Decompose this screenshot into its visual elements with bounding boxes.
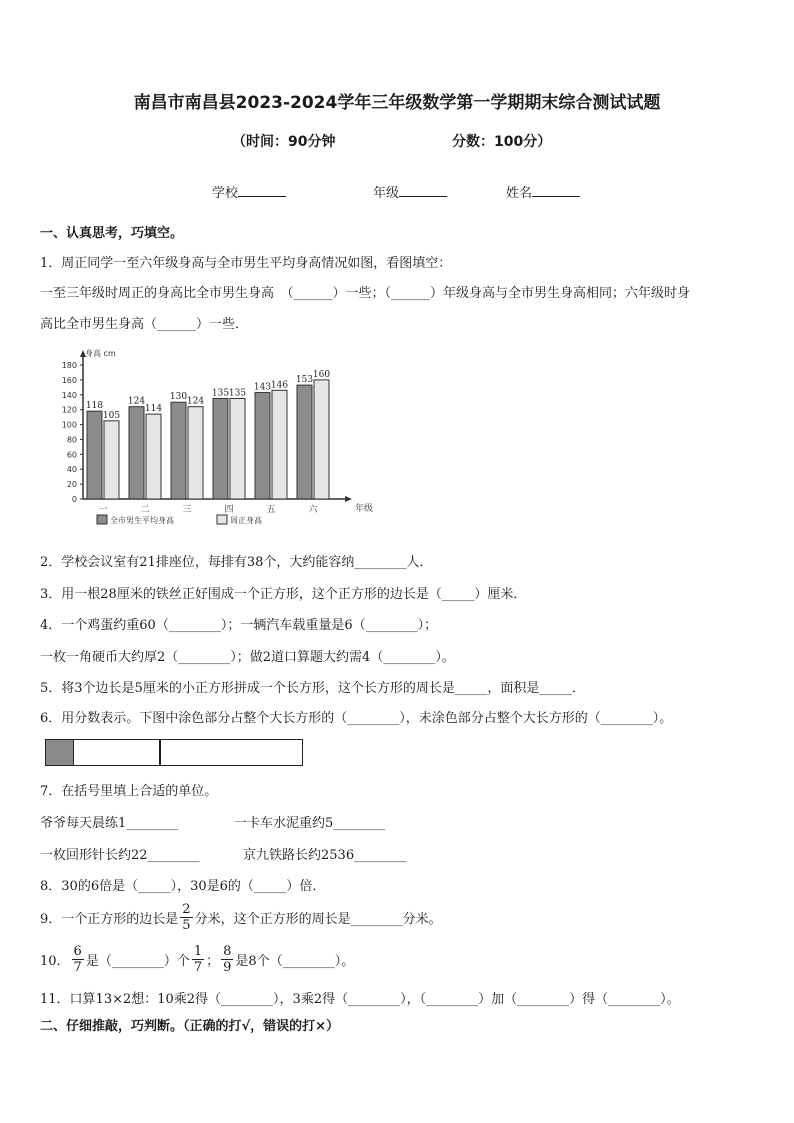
x-tick-label: 一 bbox=[98, 505, 108, 515]
bar bbox=[255, 393, 270, 499]
fraction-rectangle-figure bbox=[45, 739, 303, 766]
school-field bbox=[212, 182, 286, 201]
question-1-line-3: 高比全市男生身高（______）一些． bbox=[40, 317, 249, 332]
x-tick-label: 四 bbox=[224, 505, 234, 515]
x-axis-label: 年级 bbox=[355, 504, 374, 514]
fraction-numerator: 6 bbox=[73, 943, 82, 959]
bar bbox=[129, 407, 144, 499]
question-7-d: 京九铁路长约2536________ bbox=[243, 848, 407, 863]
page-title: 南昌市南昌县2023-2024学年三年级数学第一学期期末综合测试试题 bbox=[133, 93, 661, 113]
name-blank[interactable] bbox=[532, 183, 580, 197]
bar-value-label: 143 bbox=[253, 382, 272, 393]
question-5: 5．将3个边长是5厘米的小正方形拼成一个长方形，这个长方形的周长是_____，面积是_____． bbox=[40, 681, 585, 696]
grade-field bbox=[373, 182, 447, 201]
fraction-denominator: 7 bbox=[193, 959, 203, 975]
fraction-denominator: 5 bbox=[182, 917, 191, 933]
y-tick-label: 100 bbox=[61, 420, 77, 430]
bar-value-label: 160 bbox=[312, 369, 331, 380]
legend-label: 全市男生平均身高 bbox=[110, 516, 174, 525]
fraction-2-5 bbox=[180, 902, 192, 933]
y-tick-label: 120 bbox=[61, 405, 77, 415]
y-tick-label: 60 bbox=[66, 450, 77, 460]
school-label: 学校 bbox=[212, 186, 239, 201]
y-tick-label: 160 bbox=[61, 375, 77, 385]
name-field bbox=[506, 182, 580, 201]
bar bbox=[188, 407, 203, 499]
legend-swatch bbox=[217, 515, 227, 524]
shaded-part bbox=[46, 740, 74, 765]
fraction-1-7 bbox=[192, 944, 204, 975]
name-label: 姓名 bbox=[506, 186, 533, 201]
grade-label: 年级 bbox=[373, 186, 400, 201]
q9-prefix: 9．一个正方形的边长是 bbox=[40, 911, 179, 927]
school-blank[interactable] bbox=[238, 183, 286, 197]
bar bbox=[104, 421, 119, 499]
question-11: 11．口算13×2想：10乘2得（________），3乘2得（________），（________）加（________）得（________）。 bbox=[40, 992, 680, 1007]
fraction-denominator: 9 bbox=[223, 959, 232, 975]
question-1-line-2: 一至三年级时周正的身高比全市男生身高 （______）一些；（______）年级身高与全市男生身高相同；六年级时身 bbox=[40, 286, 691, 301]
y-tick-label: 0 bbox=[71, 495, 77, 504]
q10-prefix: 10． bbox=[40, 953, 70, 969]
y-tick-label: 180 bbox=[61, 361, 77, 370]
exam-score: 分数：100分） bbox=[452, 134, 552, 150]
fraction-numerator: 8 bbox=[223, 943, 232, 959]
bar-value-label: 153 bbox=[295, 375, 314, 386]
question-2: 2．学校会议室有21排座位，每排有38个，大约能容纳________人． bbox=[40, 555, 433, 570]
x-tick-label: 二 bbox=[140, 505, 150, 515]
x-axis-arrow bbox=[345, 496, 352, 502]
x-tick-label: 三 bbox=[182, 505, 192, 515]
question-7-a: 爷爷每天晨练1________ bbox=[40, 816, 179, 831]
question-3: 3．用一根28厘米的铁丝正好围成一个正方形，这个正方形的边长是（_____）厘米． bbox=[40, 587, 527, 602]
question-9 bbox=[40, 900, 442, 934]
height-bar-chart bbox=[40, 343, 374, 538]
bar-value-label: 114 bbox=[144, 404, 163, 415]
bar-value-label: 130 bbox=[169, 392, 188, 403]
bar bbox=[272, 390, 287, 499]
bar bbox=[146, 414, 161, 499]
question-7-b: 一卡车水泥重约5________ bbox=[234, 816, 386, 831]
question-4-line-2: 一枚一角硬币大约厚2（________）；做2道口算题大约需4（________）。 bbox=[40, 650, 455, 665]
bar bbox=[171, 402, 186, 499]
rect-divider bbox=[159, 740, 161, 765]
bar-value-label: 124 bbox=[186, 396, 205, 407]
y-tick-label: 140 bbox=[61, 390, 77, 400]
fraction-numerator: 2 bbox=[182, 901, 191, 917]
bar bbox=[213, 399, 228, 500]
bar-value-label: 105 bbox=[102, 410, 121, 421]
exam-time: （时间：90分钟 bbox=[232, 134, 336, 150]
fraction-8-9 bbox=[221, 944, 233, 975]
question-7: 7．在括号里填上合适的单位。 bbox=[40, 784, 218, 799]
bar bbox=[230, 399, 245, 500]
legend-label: 周正身高 bbox=[230, 516, 262, 525]
q9-suffix: 分米，这个正方形的周长是________分米。 bbox=[194, 911, 442, 927]
legend-swatch bbox=[97, 515, 107, 524]
q10-suffix: 是8个（________）。 bbox=[235, 953, 355, 969]
question-10 bbox=[40, 942, 354, 976]
bar-value-label: 118 bbox=[85, 401, 104, 412]
y-tick-label: 20 bbox=[66, 480, 77, 490]
bar-value-label: 124 bbox=[127, 396, 146, 407]
grade-blank[interactable] bbox=[399, 183, 447, 197]
bar-value-label: 135 bbox=[211, 388, 230, 399]
question-8: 8．30的6倍是（_____），30是6的（_____）倍． bbox=[40, 879, 326, 894]
question-6: 6．用分数表示。下图中涂色部分占整个大长方形的（________），未涂色部分占整个大长方形的（________）。 bbox=[40, 711, 673, 726]
q10-middle-1: 是（________）个 bbox=[85, 953, 190, 969]
question-4: 4．一个鸡蛋约重60（________）；一辆汽车载重量是6（________）； bbox=[40, 618, 438, 633]
fraction-denominator: 7 bbox=[73, 959, 82, 975]
bar bbox=[314, 380, 329, 499]
y-axis-label: 身高 cm bbox=[85, 349, 116, 358]
y-tick-label: 80 bbox=[66, 435, 77, 445]
question-7-c: 一枚回形针长约22________ bbox=[40, 848, 200, 863]
bar-value-label: 146 bbox=[270, 380, 289, 391]
bar bbox=[297, 385, 312, 499]
bar-value-label: 135 bbox=[228, 388, 247, 399]
fraction-numerator: 1 bbox=[193, 943, 203, 959]
section-2-heading: 二、仔细推敲，巧判断。（正确的打√，错误的打×） bbox=[40, 1019, 340, 1034]
bar bbox=[87, 411, 102, 499]
y-tick-label: 40 bbox=[66, 465, 77, 475]
q10-middle-2: ； bbox=[206, 953, 220, 969]
fraction-6-7 bbox=[72, 944, 84, 975]
section-1-heading: 一、认真思考，巧填空。 bbox=[40, 226, 184, 241]
question-1: 1．周正同学一至六年级身高与全市男生平均身高情况如图，看图填空： bbox=[40, 256, 452, 271]
x-tick-label: 六 bbox=[308, 505, 318, 515]
x-tick-label: 五 bbox=[266, 505, 276, 515]
